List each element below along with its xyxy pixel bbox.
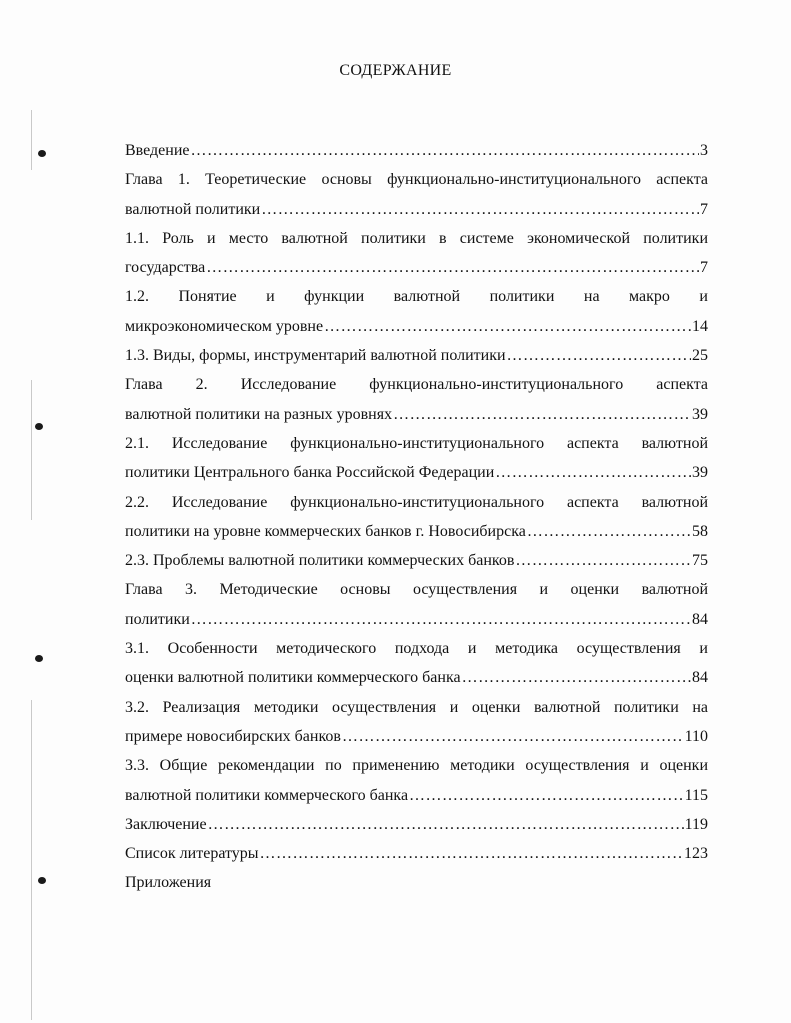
toc-entry-title: Введение <box>125 142 190 159</box>
toc-page-number: 123 <box>684 845 708 863</box>
dot-leader <box>324 312 691 341</box>
toc-entry-title: валютной политики на разных уровнях <box>125 405 393 423</box>
toc-entry-first-line: 3.3. Общие рекомендации по применению методики осуществления и оценки <box>125 757 708 775</box>
toc-page-number: 84 <box>692 610 708 628</box>
toc-page-number: 75 <box>692 552 708 570</box>
toc-entry <box>125 575 708 634</box>
toc-entry <box>125 839 708 868</box>
toc-entry-line <box>125 253 708 282</box>
dot-leader <box>208 810 684 839</box>
toc-entry <box>125 341 708 370</box>
dot-leader <box>393 400 691 429</box>
toc-entry-line <box>125 781 708 810</box>
binder-hole-mark <box>35 423 43 430</box>
toc-page-number: 7 <box>700 259 708 277</box>
toc-entry <box>125 370 708 429</box>
toc-entry-title: валютной политики коммерческого банка <box>125 786 409 804</box>
toc-page-number: 14 <box>692 317 708 335</box>
toc-entry <box>125 165 708 224</box>
toc-entry-line <box>125 341 708 370</box>
toc-entry-line <box>125 546 708 575</box>
toc-entry-title: политики Центрального банка Российской Федерации <box>125 464 495 482</box>
toc-entry-first-line: 1.2. Понятие и функции валютной политики на макро и <box>125 288 708 306</box>
toc-entry-first-line: 3.2. Реализация методики осуществления и оценки валютной политики на <box>125 698 708 716</box>
binder-hole-mark <box>38 150 46 157</box>
dot-leader <box>515 546 691 575</box>
toc-entry <box>125 429 708 488</box>
toc-page-number: 58 <box>692 522 708 540</box>
toc-entry-title: Заключение <box>125 815 207 833</box>
toc-entry <box>125 488 708 547</box>
toc-entry-first-line: 2.2. Исследование функционально-институционального аспекта валютной <box>125 493 708 511</box>
toc-entry <box>125 751 708 810</box>
toc-page-number: 7 <box>700 200 708 218</box>
toc-entry-title: государства <box>125 259 206 277</box>
toc-entry-title: микроэкономическом уровне <box>125 317 324 335</box>
toc-page-number: 84 <box>692 669 708 687</box>
toc-entry-title: политики <box>125 610 190 628</box>
dot-leader <box>507 341 691 370</box>
toc-page-number: 3 <box>700 142 708 159</box>
toc-entry <box>125 282 708 341</box>
toc-entry-first-line: 2.1. Исследование функционально-институционального аспекта валютной <box>125 434 708 452</box>
toc-entry-line <box>125 136 708 165</box>
toc-entry-line <box>125 195 708 224</box>
toc-entry-title: политики на уровне коммерческих банков г. Новосибирска <box>125 522 526 540</box>
toc-entry-title: примере новосибирских банков <box>125 727 341 745</box>
toc-page-number: 39 <box>692 464 708 482</box>
dot-leader <box>409 781 684 810</box>
toc-entry-line <box>125 458 708 487</box>
dot-leader <box>191 136 700 165</box>
binder-hole-mark <box>35 655 43 662</box>
dot-leader <box>527 517 691 546</box>
toc-entry-first-line: Глава 3. Методические основы осуществления и оценки валютной <box>125 581 708 599</box>
dot-leader <box>261 195 699 224</box>
toc-entry <box>125 693 708 752</box>
dot-leader <box>191 605 691 634</box>
toc-entry-line <box>125 605 708 634</box>
scan-margin-line <box>31 380 32 520</box>
toc-entry-title: оценки валютной политики коммерческого банка <box>125 669 461 687</box>
dot-leader <box>495 458 691 487</box>
toc-entry-line <box>125 400 708 429</box>
scan-margin-line <box>31 110 32 170</box>
toc-entry-line <box>125 663 708 692</box>
toc-entry <box>125 136 708 165</box>
toc-entry-line <box>125 312 708 341</box>
table-of-contents <box>125 136 708 898</box>
dot-leader <box>342 722 684 751</box>
dot-leader <box>462 663 691 692</box>
toc-page-number: 115 <box>684 786 708 804</box>
toc-appendix: Приложения <box>125 874 212 892</box>
toc-entry <box>125 224 708 283</box>
toc-entry <box>125 634 708 693</box>
binder-hole-mark <box>38 877 46 884</box>
toc-entry <box>125 810 708 839</box>
toc-entry-title: 1.3. Виды, формы, инструментарий валютной политики <box>125 347 506 365</box>
toc-page-number: 39 <box>692 405 708 423</box>
scan-margin-line <box>31 700 32 1020</box>
toc-entry-title: 2.3. Проблемы валютной политики коммерческих банков <box>125 552 515 570</box>
toc-entry-first-line: Глава 2. Исследование функционально-институционального аспекта <box>125 376 708 394</box>
toc-entry-line <box>125 517 708 546</box>
toc-page-number: 25 <box>692 347 708 365</box>
toc-entry-first-line: Глава 1. Теоретические основы функционально-институционального аспекта <box>125 171 708 189</box>
toc-page-number: 110 <box>684 727 708 745</box>
toc-entry-first-line: 3.1. Особенности методического подхода и методика осуществления и <box>125 640 708 658</box>
toc-page-number: 119 <box>684 815 708 833</box>
toc-entry <box>125 546 708 575</box>
toc-entry-first-line: 1.1. Роль и место валютной политики в системе экономической политики <box>125 229 708 247</box>
toc-entry-line <box>125 839 708 868</box>
toc-entry-line <box>125 810 708 839</box>
dot-leader <box>206 253 699 282</box>
toc-entry-title: валютной политики <box>125 200 261 218</box>
dot-leader <box>260 839 683 868</box>
toc-entry-line <box>125 722 708 751</box>
page-title: СОДЕРЖАНИЕ <box>339 62 452 79</box>
toc-entry-title: Список литературы <box>125 845 259 863</box>
